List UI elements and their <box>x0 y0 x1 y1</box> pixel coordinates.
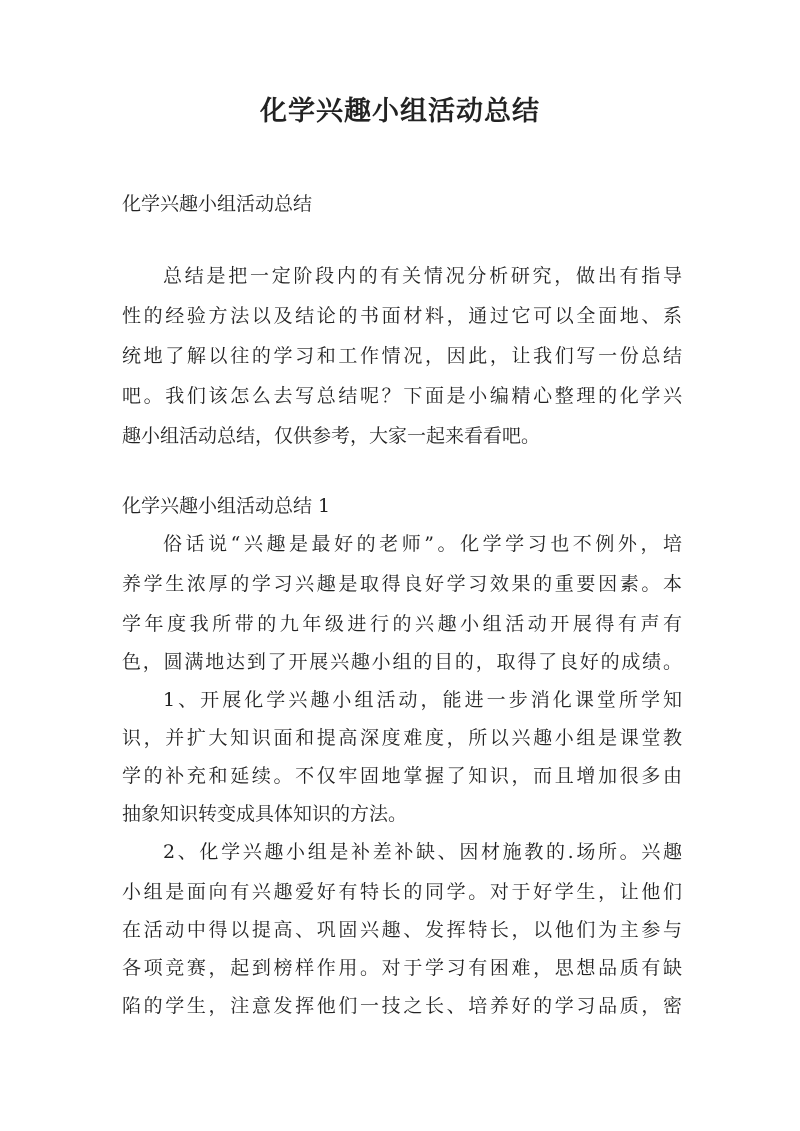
section-line: 在活动中得以提高、巩固兴趣、发挥特长，以他们为主参与 <box>122 919 682 941</box>
document-subtitle: 化学兴趣小组活动总结 <box>122 193 313 215</box>
intro-line: 性的经验方法以及结论的书面材料，通过它可以全面地、系 <box>122 305 682 327</box>
intro-line: 趣小组活动总结，仅供参考，大家一起来看看吧。 <box>122 425 541 447</box>
section-line: 养学生浓厚的学习兴趣是取得良好学习效果的重要因素。本 <box>122 573 682 595</box>
section-heading: 化学兴趣小组活动总结 1 <box>122 495 331 517</box>
document-title: 化学兴趣小组活动总结 <box>260 96 540 127</box>
section-line: 学年度我所带的九年级进行的兴趣小组活动开展得有声有 <box>122 613 682 635</box>
section-line: 色，圆满地达到了开展兴趣小组的目的，取得了良好的成绩。 <box>122 651 682 673</box>
section-line: 学的补充和延续。不仅牢固地掌握了知识，而且增加很多由 <box>122 765 682 787</box>
section-line: 抽象知识转变成具体知识的方法。 <box>122 803 408 825</box>
section-line: 陷的学生，注意发挥他们一技之长、培养好的学习品质，密 <box>122 995 682 1017</box>
section-line: 识，并扩大知识面和提高深度难度，所以兴趣小组是课堂教 <box>122 727 682 749</box>
intro-line: 统地了解以往的学习和工作情况，因此，让我们写一份总结 <box>122 345 682 367</box>
intro-line: 总结是把一定阶段内的有关情况分析研究，做出有指导 <box>163 265 682 287</box>
intro-line: 吧。我们该怎么去写总结呢？下面是小编精心整理的化学兴 <box>122 385 682 407</box>
section-line: 2、化学兴趣小组是补差补缺、因材施教的.场所。兴趣 <box>163 841 682 863</box>
section-line: 各项竞赛，起到榜样作用。对于学习有困难，思想品质有缺 <box>122 957 682 979</box>
section-line: 1、开展化学兴趣小组活动，能进一步消化课堂所学知 <box>163 689 682 711</box>
section-line: 俗话说“兴趣是最好的老师”。化学学习也不例外，培 <box>163 533 682 555</box>
section-line: 小组是面向有兴趣爱好有特长的同学。对于好学生，让他们 <box>122 881 682 903</box>
